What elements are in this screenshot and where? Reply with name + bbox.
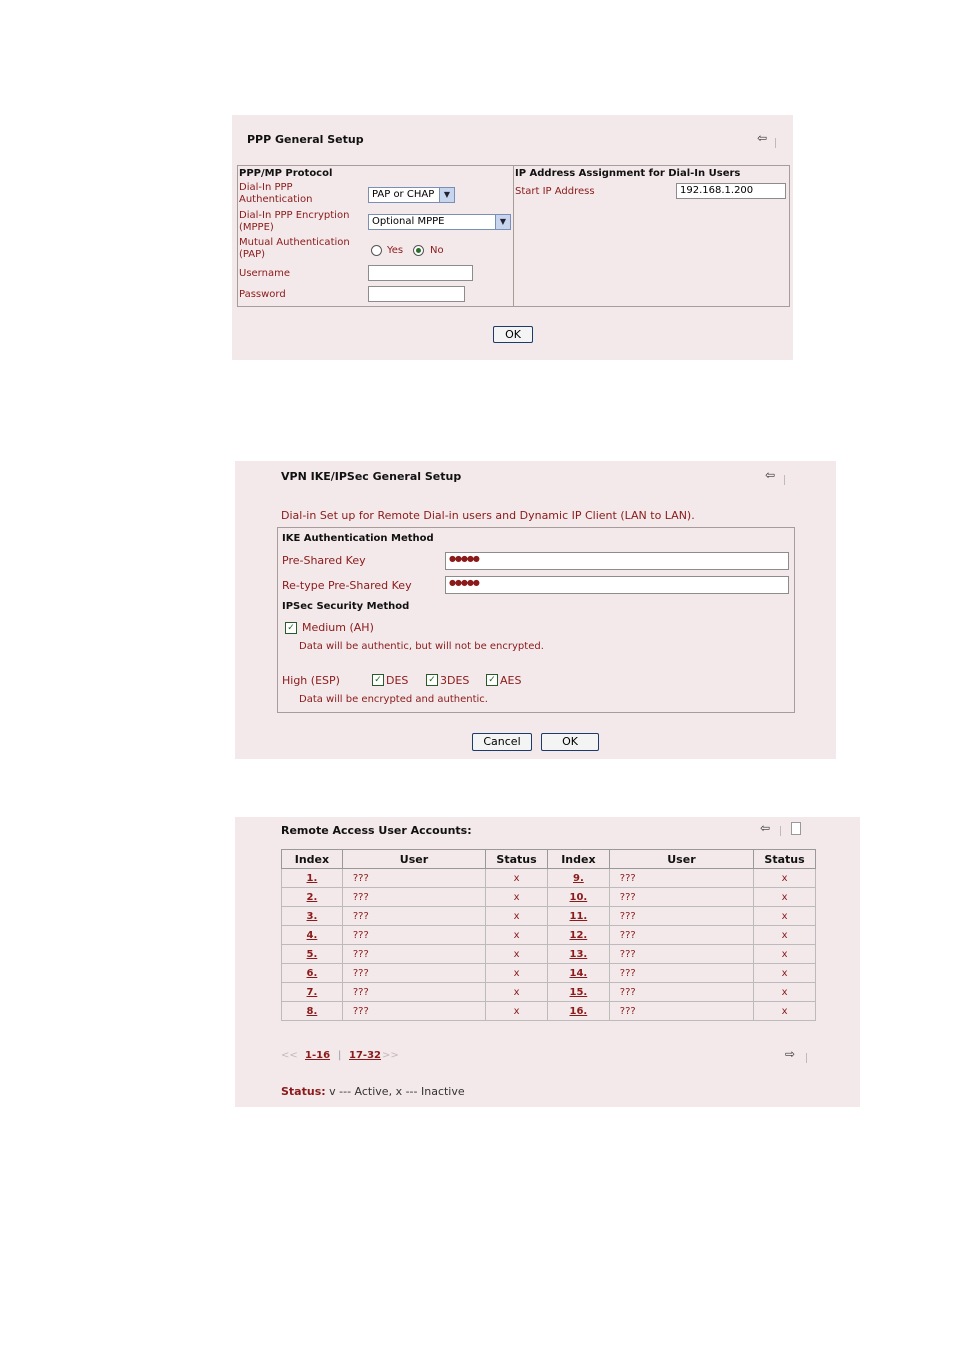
user-cell: ??? [342, 1002, 485, 1021]
username-label: Username [239, 268, 290, 279]
mutual-yes-radio[interactable] [371, 245, 382, 256]
medium-desc: Data will be authentic, but will not be encrypted. [299, 641, 544, 652]
status-key: Status: [281, 1085, 326, 1098]
user-cell: ??? [342, 983, 485, 1002]
ip-assignment-header: IP Address Assignment for Dial-In Users [515, 168, 741, 179]
page-link-1-16[interactable]: 1-16 [305, 1050, 331, 1061]
index-link[interactable]: 10. [547, 888, 609, 907]
status-cell: x [754, 945, 816, 964]
enc-select-value: Optional MPPE [372, 216, 445, 227]
user-cell: ??? [609, 869, 753, 888]
3des-checkbox[interactable]: ✓ [426, 674, 438, 686]
password-input[interactable] [368, 286, 465, 302]
index-link[interactable]: 2. [282, 888, 343, 907]
medium-label: Medium (AH) [302, 621, 374, 634]
back-arrow-icon[interactable]: ⇦ [760, 821, 771, 835]
col-index: Index [282, 850, 343, 869]
vpn-title: VPN IKE/IPSec General Setup [281, 470, 462, 483]
user-cell: ??? [609, 926, 753, 945]
aes-label: AES [500, 674, 522, 687]
aes-checkbox[interactable]: ✓ [486, 674, 498, 686]
auth-select[interactable] [368, 187, 455, 203]
divider [806, 1053, 807, 1063]
enc-label-line2: (MPPE) [239, 222, 274, 233]
table-row [282, 869, 816, 888]
psk-input[interactable]: ●●●●● [445, 552, 789, 570]
enc-label-line1: Dial-In PPP Encryption [239, 210, 350, 221]
index-link[interactable]: 5. [282, 945, 343, 964]
cancel-button[interactable]: Cancel [472, 733, 532, 751]
status-cell: x [754, 1002, 816, 1021]
index-link[interactable]: 15. [547, 983, 609, 1002]
des-checkbox[interactable]: ✓ [372, 674, 384, 686]
mutual-label-line2: (PAP) [239, 249, 266, 260]
divider [784, 475, 785, 485]
col-index: Index [547, 850, 609, 869]
status-cell: x [486, 888, 548, 907]
col-user: User [609, 850, 753, 869]
repsk-label: Re-type Pre-Shared Key [282, 579, 412, 592]
start-ip-input[interactable]: 192.168.1.200 [676, 183, 786, 199]
status-cell: x [754, 888, 816, 907]
table-row [282, 1002, 816, 1021]
mutual-label [239, 237, 350, 261]
accounts-panel [235, 817, 860, 1107]
user-cell: ??? [609, 945, 753, 964]
psk-label: Pre-Shared Key [282, 554, 366, 567]
forward-arrow-icon[interactable]: ⇨ [785, 1047, 796, 1061]
page-link-17-32[interactable]: 17-32 [349, 1050, 381, 1061]
index-link[interactable]: 4. [282, 926, 343, 945]
auth-label-line2: Authentication [239, 194, 313, 205]
index-link[interactable]: 3. [282, 907, 343, 926]
index-link[interactable]: 13. [547, 945, 609, 964]
user-cell: ??? [609, 964, 753, 983]
col-status: Status [754, 850, 816, 869]
table-row [282, 964, 816, 983]
accounts-title: Remote Access User Accounts: [281, 824, 472, 837]
table-header-row [282, 850, 816, 869]
enc-label [239, 210, 349, 234]
status-cell: x [486, 983, 548, 1002]
user-cell: ??? [609, 907, 753, 926]
password-label: Password [239, 289, 286, 300]
table-row [282, 926, 816, 945]
status-cell: x [486, 907, 548, 926]
status-cell: x [754, 983, 816, 1002]
user-cell: ??? [609, 888, 753, 907]
prev-pages-arrows: << [281, 1050, 298, 1061]
index-link[interactable]: 9. [547, 869, 609, 888]
index-link[interactable]: 14. [547, 964, 609, 983]
ppp-panel [232, 115, 793, 360]
page-icon[interactable] [791, 822, 801, 835]
ppp-title: PPP General Setup [247, 133, 364, 146]
high-desc: Data will be encrypted and authentic. [299, 694, 488, 705]
next-pages-arrows: >> [382, 1050, 399, 1061]
repsk-input[interactable]: ●●●●● [445, 576, 789, 594]
status-cell: x [754, 869, 816, 888]
index-link[interactable]: 7. [282, 983, 343, 1002]
index-link[interactable]: 11. [547, 907, 609, 926]
ppp-protocol-header: PPP/MP Protocol [239, 168, 333, 179]
status-cell: x [486, 945, 548, 964]
status-cell: x [486, 1002, 548, 1021]
username-input[interactable] [368, 265, 473, 281]
auth-select-value: PAP or CHAP [372, 189, 435, 200]
mutual-label-line1: Mutual Authentication [239, 237, 350, 248]
ike-header: IKE Authentication Method [282, 533, 434, 544]
status-legend-text: v --- Active, x --- Inactive [329, 1085, 465, 1098]
3des-label: 3DES [440, 674, 470, 687]
mutual-yes-label: Yes [387, 245, 404, 256]
user-cell: ??? [609, 1002, 753, 1021]
table-row [282, 945, 816, 964]
user-cell: ??? [342, 888, 485, 907]
vpn-panel [235, 461, 836, 759]
status-cell: x [754, 964, 816, 983]
auth-label-line1: Dial-In PPP [239, 182, 293, 193]
vpn-ok-button[interactable]: OK [541, 733, 599, 751]
index-link[interactable]: 8. [282, 1002, 343, 1021]
index-link[interactable]: 12. [547, 926, 609, 945]
chevron-down-icon: ▼ [495, 215, 510, 229]
status-cell: x [754, 926, 816, 945]
status-cell: x [754, 907, 816, 926]
start-ip-label: Start IP Address [515, 186, 595, 197]
back-arrow-icon[interactable]: ⇦ [765, 468, 776, 482]
table-row [282, 983, 816, 1002]
divider [775, 138, 776, 148]
index-link[interactable]: 16. [547, 1002, 609, 1021]
col-status: Status [486, 850, 548, 869]
status-cell: x [486, 869, 548, 888]
mutual-no-radio[interactable] [413, 245, 424, 256]
user-cell: ??? [342, 964, 485, 983]
user-cell: ??? [342, 907, 485, 926]
ppp-ok-button[interactable]: OK [493, 326, 533, 343]
user-cell: ??? [342, 869, 485, 888]
auth-label [239, 182, 312, 206]
user-cell: ??? [342, 926, 485, 945]
vpn-intro: Dial-in Set up for Remote Dial-in users and Dynamic IP Client (LAN to LAN). [281, 509, 695, 522]
enc-select[interactable] [368, 214, 511, 230]
high-label: High (ESP) [282, 674, 340, 687]
mutual-no-label: No [430, 245, 444, 256]
user-cell: ??? [609, 983, 753, 1002]
page-separator: | [338, 1050, 342, 1061]
status-legend [281, 1085, 465, 1098]
chevron-down-icon: ▼ [439, 188, 454, 202]
status-cell: x [486, 964, 548, 983]
index-link[interactable]: 1. [282, 869, 343, 888]
table-row [282, 888, 816, 907]
accounts-table [281, 849, 816, 1021]
col-user: User [342, 850, 485, 869]
user-cell: ??? [342, 945, 485, 964]
index-link[interactable]: 6. [282, 964, 343, 983]
ipsec-header: IPSec Security Method [282, 601, 410, 612]
back-arrow-icon[interactable]: ⇦ [757, 131, 768, 145]
divider [780, 826, 781, 836]
status-cell: x [486, 926, 548, 945]
table-row [282, 907, 816, 926]
des-label: DES [386, 674, 409, 687]
medium-checkbox[interactable]: ✓ [285, 622, 297, 634]
